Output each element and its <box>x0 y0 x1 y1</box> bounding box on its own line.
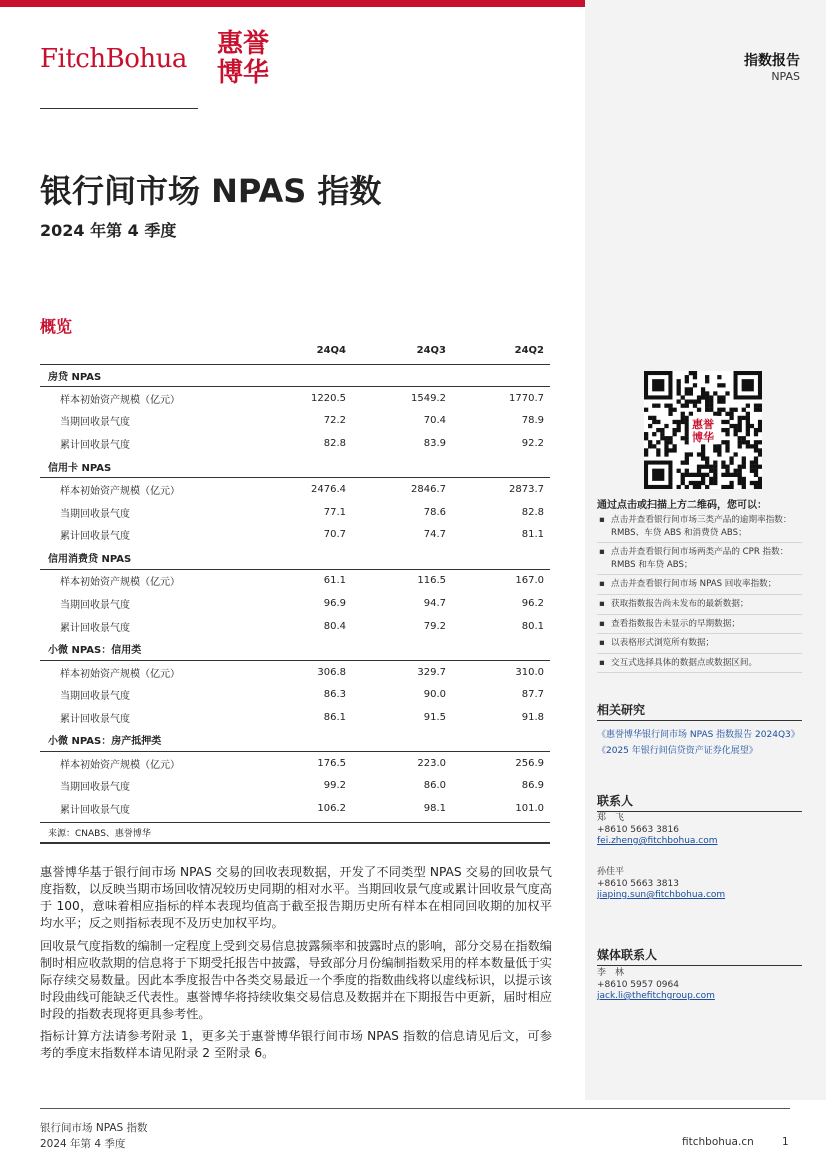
table-row <box>40 524 550 547</box>
qr-logo-line1: 惠誉 <box>692 418 714 431</box>
contacts-heading: 联系人 <box>597 792 802 812</box>
qr-logo-line2: 博华 <box>692 431 714 444</box>
table-row-label: 累计回收景气度 <box>60 805 130 817</box>
table-row-label: 累计回收景气度 <box>60 440 130 452</box>
table-group-row <box>40 364 550 387</box>
table-cell: 86.0 <box>423 780 446 792</box>
feature-item: ▪ 点击并查看银行间市场 NPAS 回收率指数； <box>597 578 802 595</box>
table-cell: 167.0 <box>515 575 544 587</box>
brand-cn-line2: 博华 <box>216 58 269 88</box>
table-cell: 86.9 <box>521 780 544 792</box>
table-header-col: 24Q3 <box>352 338 452 364</box>
feature-list <box>597 514 802 676</box>
table-cell: 87.7 <box>521 689 544 701</box>
table-cell: 77.1 <box>323 506 346 518</box>
doc-subtype: NPAS <box>771 70 800 83</box>
table-cell: 176.5 <box>317 757 346 769</box>
table-cell: 94.7 <box>423 597 446 609</box>
table-cell: 96.2 <box>521 597 544 609</box>
table-cell: 116.5 <box>417 575 446 587</box>
table-cell: 78.9 <box>521 415 544 427</box>
table-row-label: 当期回收景气度 <box>60 508 130 520</box>
table-header-col: 24Q2 <box>452 338 550 364</box>
brand-cn-line1: 惠誉 <box>216 29 269 59</box>
contact-email[interactable]: jiaping.sun@fitchbohua.com <box>597 890 726 900</box>
table-cell: 2846.7 <box>411 484 446 496</box>
table-cell: 1549.2 <box>411 392 446 404</box>
table-cell: 86.1 <box>323 711 346 723</box>
table-row <box>40 432 550 455</box>
feature-item: ▪ 获取指数报告尚未发布的最新数据； <box>597 598 802 615</box>
page-number: 1 <box>782 1136 789 1148</box>
table-group-label: 房贷 NPAS <box>40 364 550 387</box>
overview-heading: 概览 <box>40 317 73 336</box>
table-cell: 81.1 <box>521 529 544 541</box>
page-subtitle: 2024 年第 4 季度 <box>40 221 177 240</box>
table-cell: 329.7 <box>417 666 446 678</box>
table-cell: 74.7 <box>423 529 446 541</box>
table-cell: 96.9 <box>323 597 346 609</box>
media-contact-phone: +8610 5957 0964 <box>597 980 679 990</box>
table-cell: 1220.5 <box>311 392 346 404</box>
body-paragraph-2: 回收景气度指数的编制一定程度上受到交易信息披露频率和披露时点的影响，部分交易在指数编制时相应收款期的信息将于下期受托报告中披露，导致部分月份编制指数采用的样本数量低于实际存续交易数量。因此本季度报告中各类交易最近一个季度的指数曲线将以虚线标识，以提示该时段曲线可能缺乏代表性。惠誉博华将持续收集交易信息及数据并在下期报告中更新，届时相应时段的指数表现将更具参考性。 <box>40 939 552 1021</box>
qr-code[interactable] <box>644 371 762 489</box>
table-group-row <box>40 638 550 661</box>
table-row-label: 累计回收景气度 <box>60 531 130 543</box>
table-row <box>40 410 550 433</box>
table-cell: 2873.7 <box>509 484 544 496</box>
related-research-link[interactable]: 《2025 年银行间信贷资产证券化展望》 <box>597 746 758 756</box>
table-cell: 306.8 <box>317 666 346 678</box>
table-cell: 98.1 <box>423 803 446 815</box>
media-contacts-heading: 媒体联系人 <box>597 946 802 966</box>
table-row <box>40 752 550 775</box>
table-row <box>40 774 550 797</box>
table-group-row <box>40 729 550 752</box>
table-cell: 223.0 <box>417 757 446 769</box>
table-row <box>40 478 550 501</box>
body-paragraph-3: 指标计算方法请参考附录 1，更多关于惠誉博华银行间市场 NPAS 指数的信息请见后文，可参考的季度末指数样本请见附录 2 至附录 6。 <box>40 1029 552 1060</box>
feature-item: ▪ 交互式选择具体的数据点或数据区间。 <box>597 657 802 674</box>
table-row <box>40 387 550 410</box>
table-row-label: 当期回收景气度 <box>60 417 130 429</box>
feature-item: ▪ 点击并查看银行间市场三类产品的逾期率指数：RMBS、车贷 ABS 和消费贷 ABS； <box>597 514 802 543</box>
table-header-col: 24Q4 <box>252 338 352 364</box>
body-paragraph-1: 惠誉博华基于银行间市场 NPAS 交易的回收表现数据，开发了不同类型 NPAS 交易的回收景气度指数，以反映当期市场回收情况较历史同期的相对水平。当期回收景气度或累计回收景气度高于 100，意味着相应指标的样本表现均值高于截至报告期历史所有样本在相同回收期的加权平均水平；反之则指标表现不及历史加权平均。 <box>40 865 552 930</box>
table-row-label: 当期回收景气度 <box>60 599 130 611</box>
table-row-label: 样本初始资产规模（亿元） <box>60 394 180 406</box>
table-row <box>40 569 550 592</box>
table-cell: 1770.7 <box>509 392 544 404</box>
related-research-link[interactable]: 《惠誉博华银行间市场 NPAS 指数报告 2024Q3》 <box>597 730 800 740</box>
table-cell: 2476.4 <box>311 484 346 496</box>
footer-site[interactable]: fitchbohua.cn <box>682 1136 754 1148</box>
media-contact-name: 李 林 <box>597 968 625 978</box>
contact-name: 郑 飞 <box>597 813 625 823</box>
table-cell: 83.9 <box>423 438 446 450</box>
table-row-label: 样本初始资产规模（亿元） <box>60 577 180 589</box>
table-row-label: 当期回收景气度 <box>60 782 130 794</box>
table-group-label: 信用卡 NPAS <box>40 455 550 478</box>
table-cell: 86.3 <box>323 689 346 701</box>
contact-name: 孙佳平 <box>597 867 625 877</box>
table-row-label: 样本初始资产规模（亿元） <box>60 486 180 498</box>
media-contact-email[interactable]: jack.li@thefitchgroup.com <box>597 991 715 1001</box>
table-group-row <box>40 546 550 569</box>
logo-divider <box>40 108 198 109</box>
table-cell: 70.7 <box>323 529 346 541</box>
table-header-row <box>40 338 550 364</box>
table-group-label: 信用消费贷 NPAS <box>40 546 550 569</box>
doc-type: 指数报告 <box>744 53 800 69</box>
table-group-label: 小微 NPAS：信用类 <box>40 638 550 661</box>
table-cell: 80.4 <box>323 620 346 632</box>
table-header-blank <box>40 338 252 364</box>
table-row <box>40 660 550 683</box>
table-row-label: 累计回收景气度 <box>60 622 130 634</box>
brand-logo-cn <box>212 30 274 88</box>
contact-phone: +8610 5663 3816 <box>597 825 679 835</box>
table-cell: 82.8 <box>521 506 544 518</box>
table-source-note: 来源：CNABS、惠誉博华 <box>40 822 550 844</box>
table-body <box>40 364 550 820</box>
table-cell: 99.2 <box>323 780 346 792</box>
table-row-label: 累计回收景气度 <box>60 713 130 725</box>
table-cell: 256.9 <box>515 757 544 769</box>
table-row-label: 样本初始资产规模（亿元） <box>60 668 180 680</box>
contact-email[interactable]: fei.zheng@fitchbohua.com <box>597 836 718 846</box>
table-group-label: 小微 NPAS：房产抵押类 <box>40 729 550 752</box>
page-title: 银行间市场 NPAS 指数 <box>40 172 382 210</box>
table-group-row <box>40 455 550 478</box>
top-accent-bar <box>0 0 585 7</box>
table-row <box>40 501 550 524</box>
brand-logo: FitchBohua <box>40 44 187 74</box>
table-cell: 72.2 <box>323 415 346 427</box>
table-cell: 61.1 <box>323 575 346 587</box>
feature-item: ▪ 点击并查看银行间市场两类产品的 CPR 指数：RMBS 和车贷 ABS； <box>597 546 802 575</box>
qr-caption: 通过点击或扫描上方二维码，您可以： <box>597 500 767 511</box>
table-row-label: 当期回收景气度 <box>60 691 130 703</box>
table-cell: 82.8 <box>323 438 346 450</box>
overview-table <box>40 338 550 820</box>
table-cell: 80.1 <box>521 620 544 632</box>
table-cell: 310.0 <box>515 666 544 678</box>
table-cell: 91.8 <box>521 711 544 723</box>
table-cell: 106.2 <box>317 803 346 815</box>
table-row <box>40 706 550 729</box>
table-row <box>40 615 550 638</box>
table-row <box>40 592 550 615</box>
footer-divider <box>40 1108 790 1109</box>
table-cell: 92.2 <box>521 438 544 450</box>
table-cell: 91.5 <box>423 711 446 723</box>
table-cell: 70.4 <box>423 415 446 427</box>
contact-phone: +8610 5663 3813 <box>597 879 679 889</box>
feature-item: ▪ 查看指数报告未显示的早期数据； <box>597 618 802 635</box>
feature-item: ▪ 以表格形式浏览所有数据； <box>597 637 802 654</box>
footer-period: 2024 年第 4 季度 <box>40 1138 126 1150</box>
table-cell: 101.0 <box>515 803 544 815</box>
table-cell: 90.0 <box>423 689 446 701</box>
table-cell: 78.6 <box>423 506 446 518</box>
table-row <box>40 797 550 820</box>
related-research-heading: 相关研究 <box>597 701 802 721</box>
footer-title: 银行间市场 NPAS 指数 <box>40 1122 148 1134</box>
table-row-label: 样本初始资产规模（亿元） <box>60 759 180 771</box>
table-cell: 79.2 <box>423 620 446 632</box>
table-row <box>40 683 550 706</box>
